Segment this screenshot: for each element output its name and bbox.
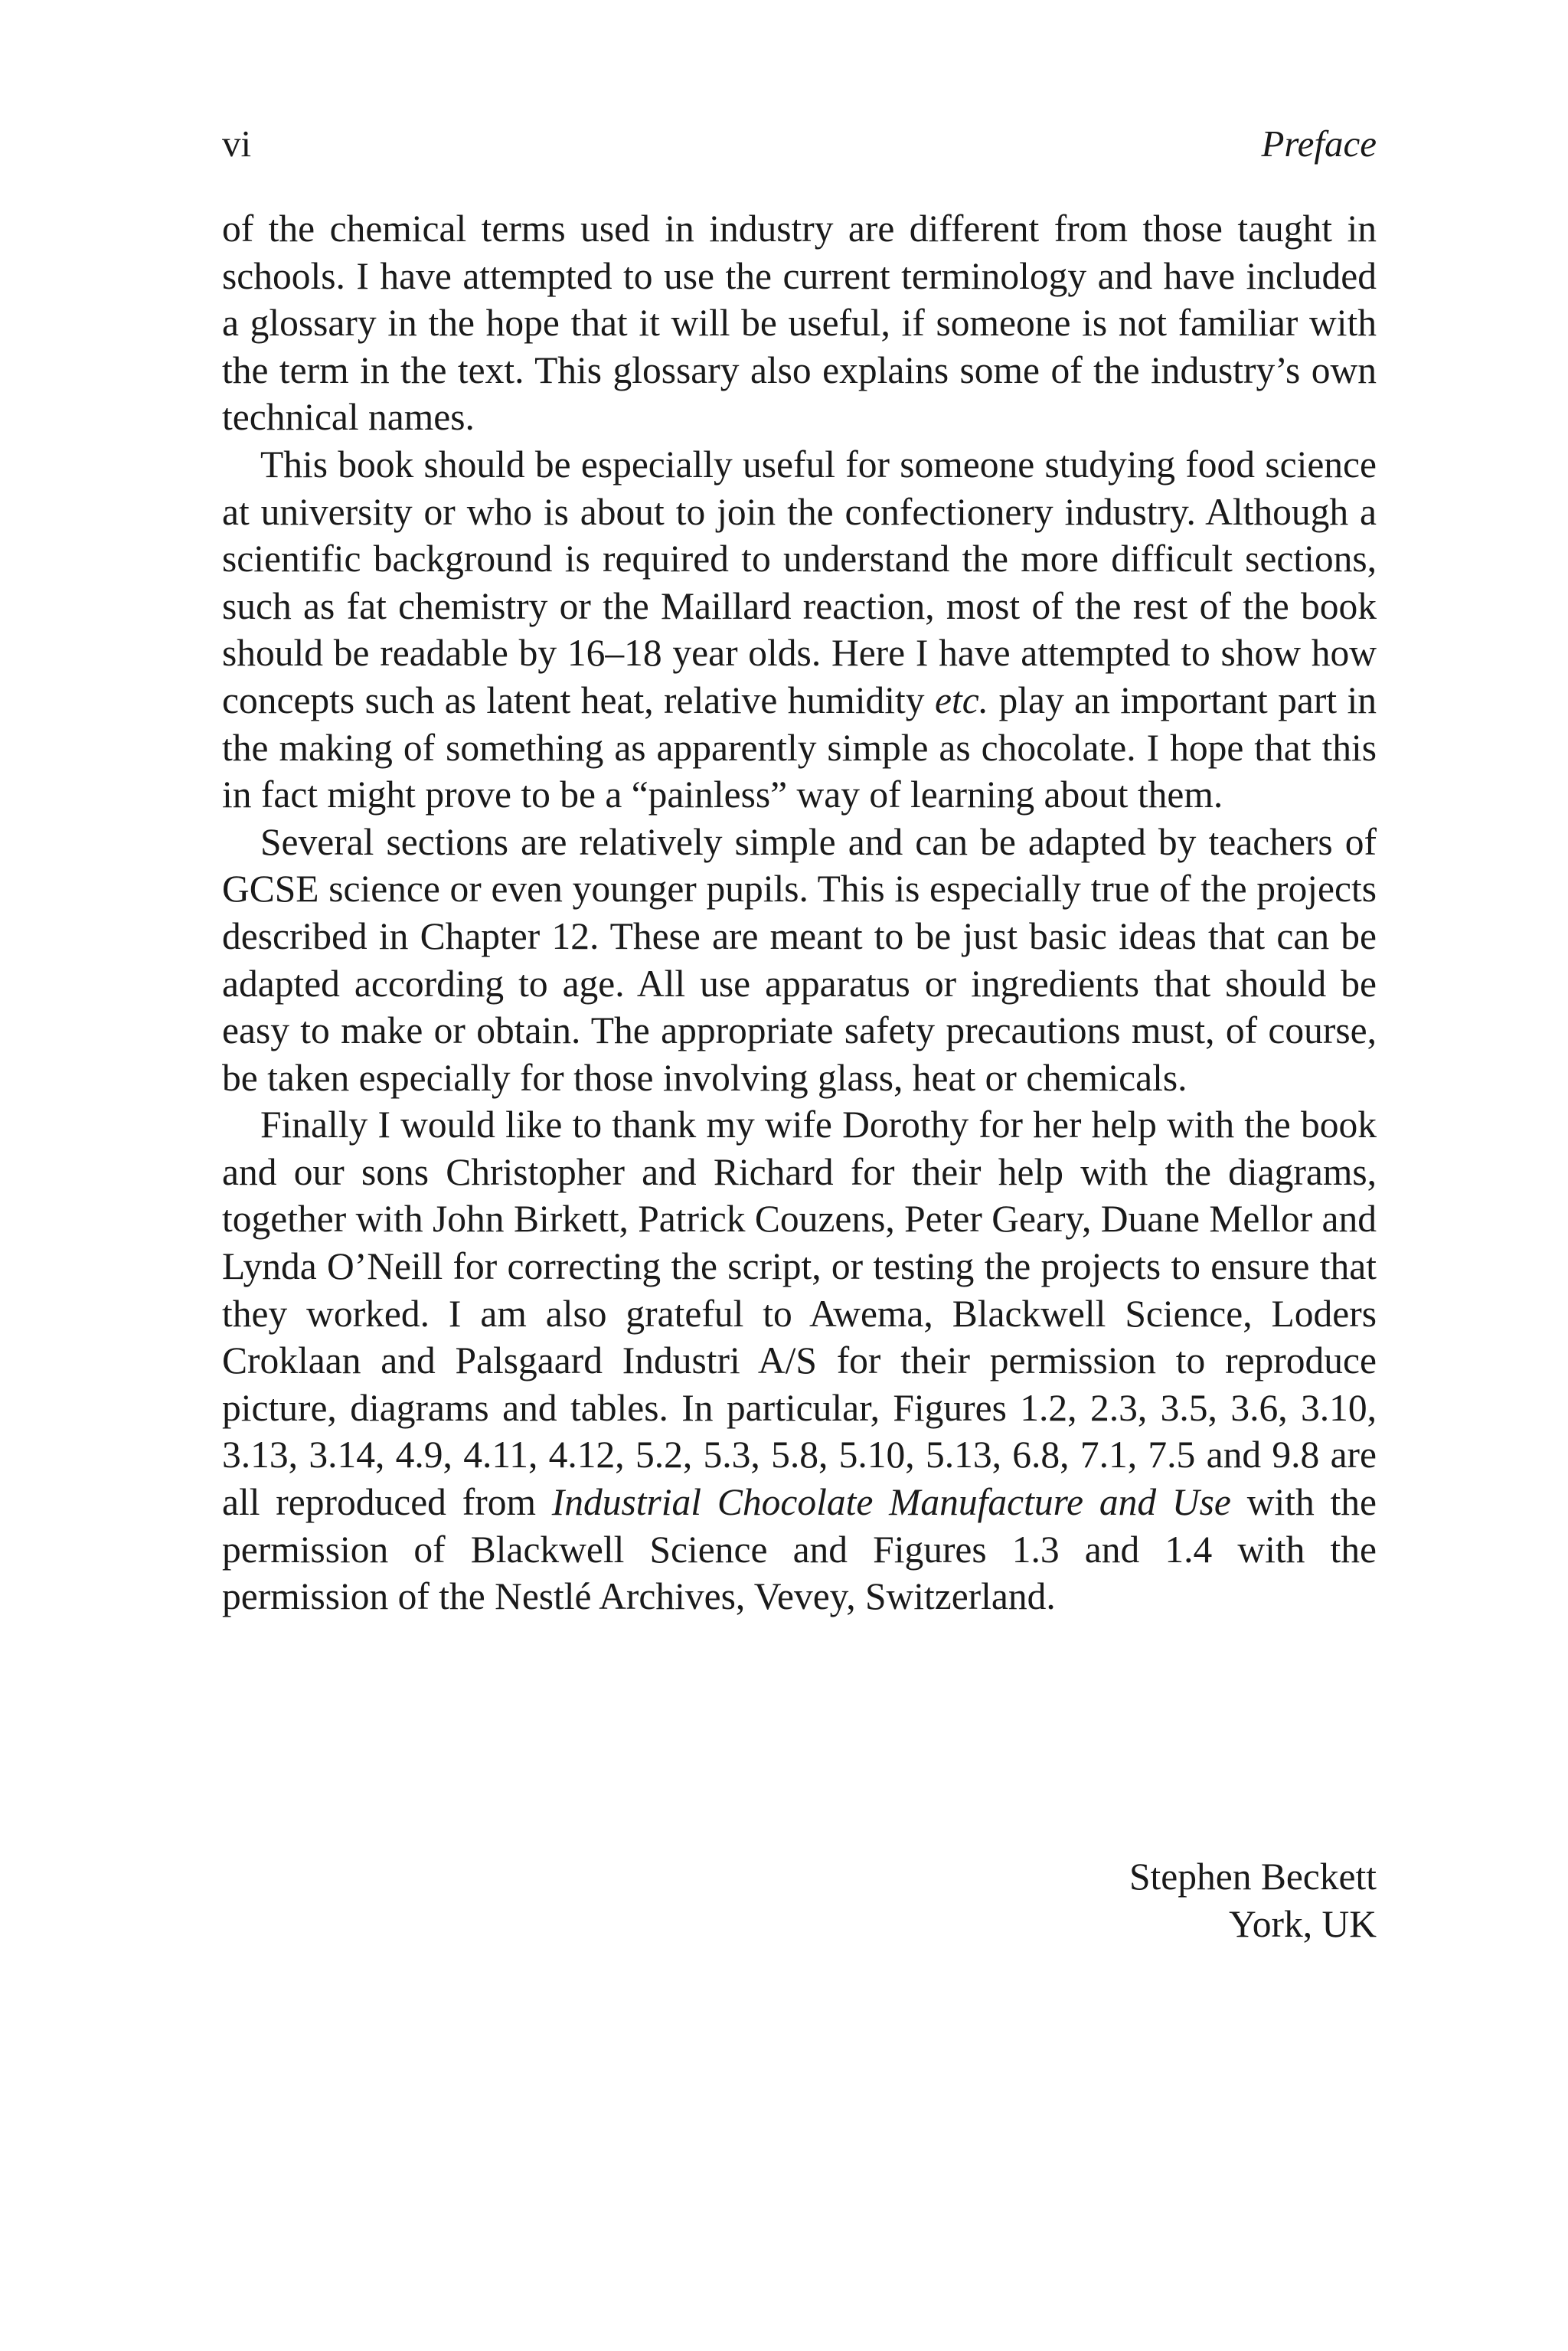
running-head	[222, 121, 1377, 167]
section-title: Preface	[1261, 123, 1377, 165]
paragraph-acknowledgements-text-1: Finally I would like to thank my wife Dorothy for her help with the book and our sons Christopher and Richard for their help with the diagrams, together with John Birkett, Patrick Couzens, Peter Geary, Duane Mellor and Lynda O’Neill for correcting the script, or testing the projects to ensure that they worked. I am also grateful to Awema, Blackwell Science, Loders Croklaan and Palsgaard Industri A/S for their permission to reproduce picture, diagrams and tables. In particular, Figures 1.2, 2.3, 3.5, 3.6, 3.10, 3.13, 3.14, 4.9, 4.11, 4.12, 5.2, 5.3, 5.8, 5.10, 5.13, 6.8, 7.1, 7.5 and 9.8 are all reproduced from	[222, 1104, 1377, 1524]
book-title-italic: Industrial Chocolate Manufacture and Use	[551, 1481, 1231, 1524]
paragraph-audience-italic: etc.	[934, 678, 989, 721]
author-location: York, UK	[1228, 1903, 1377, 1945]
paragraph-audience-text-1: This book should be especially useful for someone studying food science at university or who is about to join the confectionery industry. Although a scientific background is required to understand the more difficult sections, such as fat chemistry or the Maillard reaction, most of the rest of the book should be readable by 16–18 year olds. Here I have attempted to show how concepts such as latent heat, relative humidity	[222, 443, 1377, 721]
paragraph-audience-text-2: play an important part in the making of something as apparently simple as chocolate. I hope that this in fact might prove to be a “painless” way of learning about them.	[222, 678, 1377, 816]
page-number: vi	[222, 123, 252, 165]
signature-block	[1129, 1853, 1377, 1948]
paragraph-teachers: Several sections are relatively simple and can be adapted by teachers of GCSE science or even younger pupils. This is especially true of the projects described in Chapter 12. These are meant to be just basic ideas that can be adapted according to age. All use apparatus or ingredients that should be easy to make or obtain. The appropriate safety precautions must, of course, be taken especially for those involving glass, heat or chemicals.	[222, 820, 1377, 1099]
paragraph-acknowledgements-text-2: with the permission of Blackwell Science and Figures 1.3 and 1.4 with the permission of the Nestlé Archives, Vevey, Switzerland.	[222, 1481, 1377, 1618]
paragraph-glossary: of the chemical terms used in industry are different from those taught in schools. I have attempted to use the current terminology and have included a glossary in the hope that it will be useful, if someone is not familiar with the term in the text. This glossary also explains some of the industry’s own technical names.	[222, 208, 1377, 439]
preface-body	[222, 205, 1377, 1620]
author-name: Stephen Beckett	[1129, 1856, 1377, 1898]
paragraph-audience	[222, 441, 1377, 819]
paragraph-acknowledgements	[222, 1101, 1377, 1620]
